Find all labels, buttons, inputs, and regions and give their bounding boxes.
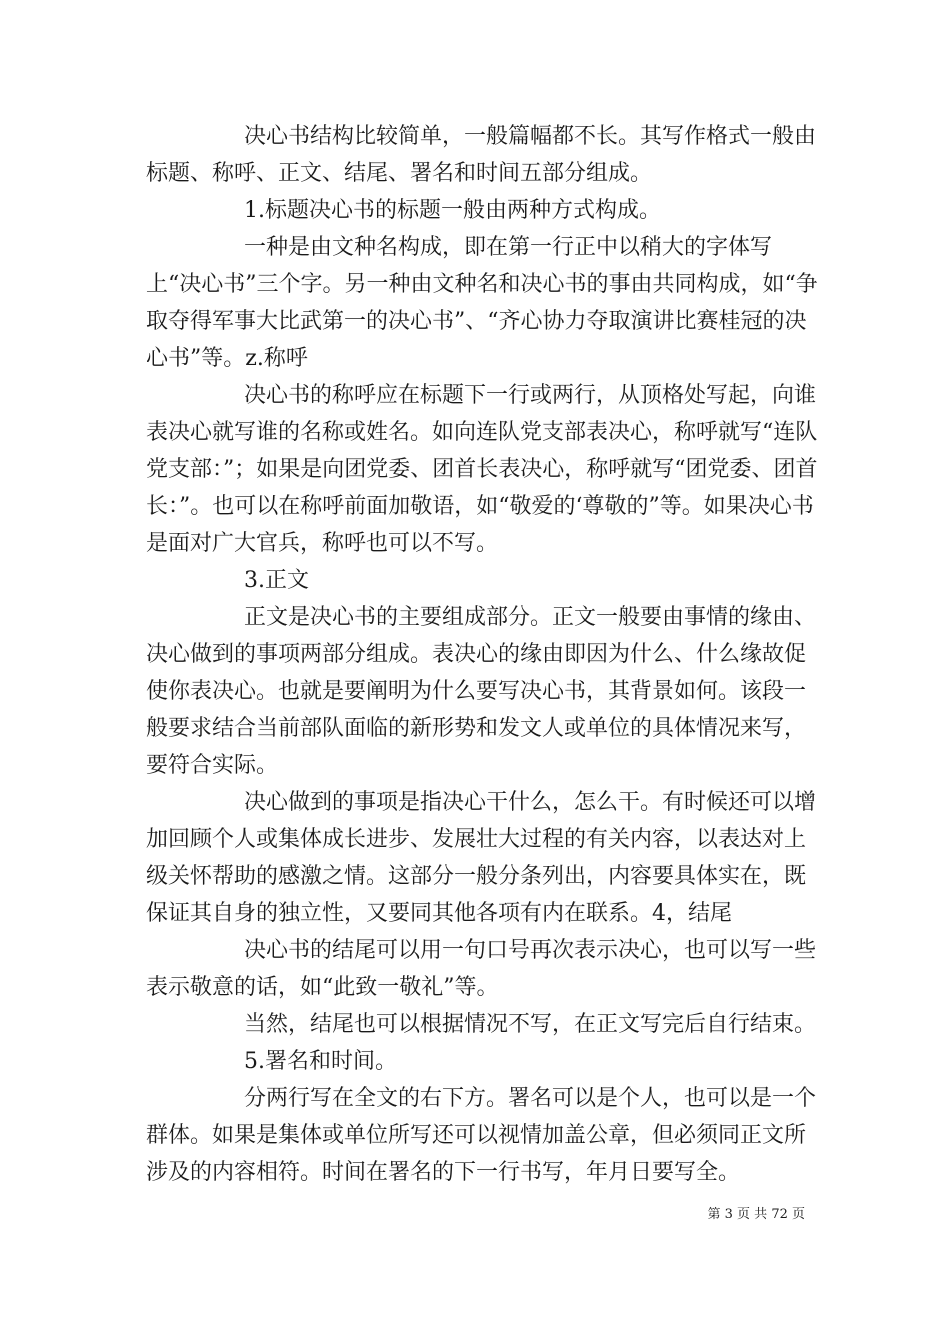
- paragraph-body-heading: 3.正文: [244, 568, 309, 593]
- paragraph-signature: 分两行写在全文的右下方。署名可以是个人，也可以是一个群体。如果是集体或单位所写还可以视情加盖公章，但必须同正文所涉及的内容相符。时间在署名的下一行书写，年月日要写全。: [146, 1086, 817, 1185]
- paragraph-ending: 决心书的结尾可以用一句口号再次表示决心，也可以写一些表示敬意的话，如“此致一敬礼”等。: [146, 938, 817, 1000]
- page-number: 第 3 页 共 72 页: [707, 1207, 805, 1222]
- paragraph-body-reason: 正文是决心书的主要组成部分。正文一般要由事情的缘由、决心做到的事项两部分组成。表决心的缘由即因为什么、什么缘故促使你表决心。也就是要阐明为什么要写决心书，其背景如何。该段一般要求结合当前部队面临的新形势和发文人或单位的具体情况来写，要符合实际。: [146, 605, 817, 778]
- paragraph-body-items: 决心做到的事项是指决心干什么，怎么干。有时候还可以增加回顾个人或集体成长进步、发展壮大过程的有关内容，以表达对上级关怀帮助的感激之情。这部分一般分条列出，内容要具体实在，既保证其自身的独立性，又要同其他各项有内在联系。4，结尾: [146, 790, 817, 926]
- paragraph-signature-heading: 5.署名和时间。: [244, 1049, 397, 1074]
- paragraph-salutation: 决心书的称呼应在标题下一行或两行，从顶格处写起，向谁表决心就写谁的名称或姓名。如向连队党支部表决心，称呼就写“连队党支部：”；如果是向团党委、团首长表决心，称呼就写“团党委、团首长：”。也可以在称呼前面加敬语，如“敬爱的‘尊敬的”等。如果决心书是面对广大官兵，称呼也可以不写。: [146, 383, 818, 556]
- paragraph-title-heading: 1.标题决心书的标题一般由两种方式构成。: [244, 198, 661, 223]
- document-body: [146, 118, 820, 1191]
- paragraph-title-forms: 一种是由文种名构成，即在第一行正中以稍大的字体写上“决心书”三个字。另一种由文种名和决心书的事由共同构成，如“争取夺得军事大比武第一的决心书”、“齐心协力夺取演讲比赛桂冠的决心书”等。z.称呼: [146, 235, 818, 371]
- paragraph-ending-optional: 当然，结尾也可以根据情况不写，在正文写完后自行结束。: [244, 1012, 817, 1037]
- paragraph-intro: 决心书结构比较简单，一般篇幅都不长。其写作格式一般由标题、称呼、正文、结尾、署名和时间五部分组成。: [146, 124, 817, 186]
